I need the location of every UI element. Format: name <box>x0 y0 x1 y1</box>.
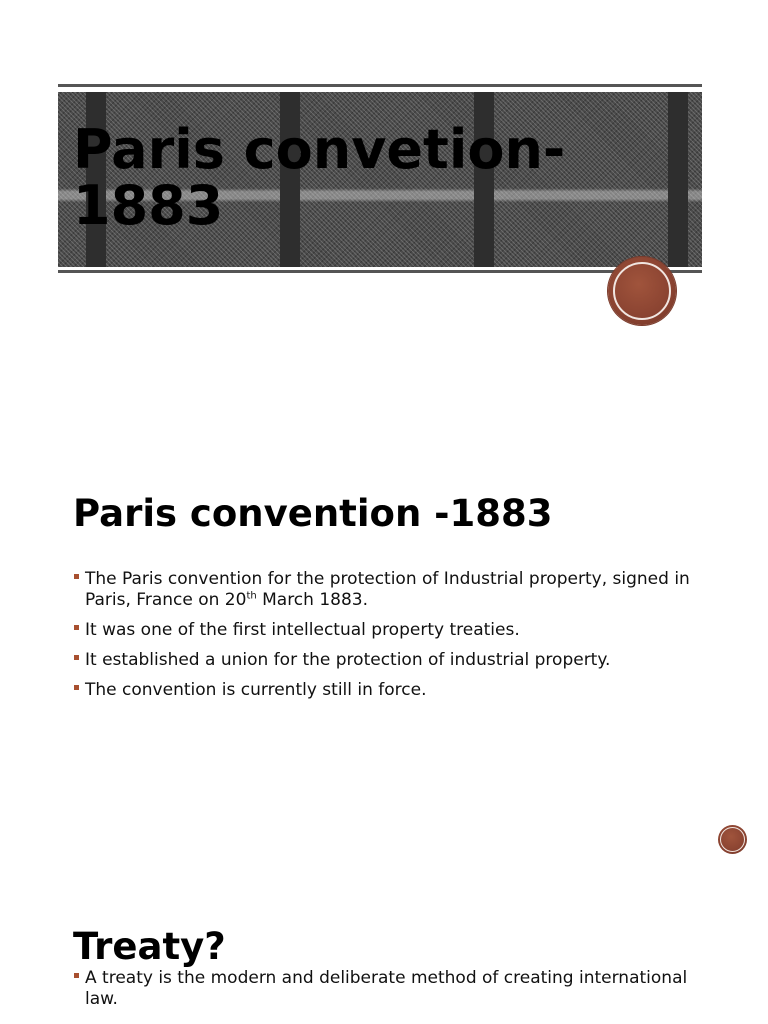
list-item-text: It established a union for the protection of industrial property. <box>85 650 611 670</box>
banner-top-line <box>58 84 702 87</box>
bullet-marker <box>74 574 79 579</box>
banner-bottom-line <box>58 270 702 273</box>
bullet-list <box>73 569 713 710</box>
list-item-text-tail: March 1883. <box>256 590 368 610</box>
list-item-text: It was one of the first intellectual property treaties. <box>85 620 520 640</box>
ordinal-suffix: th <box>246 590 257 602</box>
bullet-marker <box>74 625 79 630</box>
list-item <box>73 680 713 701</box>
list-item <box>73 968 713 1010</box>
section-heading: Treaty? <box>73 925 226 968</box>
copper-disc-icon <box>608 257 676 325</box>
list-item <box>73 569 713 611</box>
list-item <box>73 620 713 641</box>
list-item-text: A treaty is the modern and deliberate method of creating international law. <box>85 968 688 1009</box>
copper-disc-icon <box>718 825 747 854</box>
list-item-text: The Paris convention for the protection of Industrial property, signed in Paris, France on 20 <box>85 569 690 610</box>
bullet-marker <box>74 655 79 660</box>
slide-title: Paris convetion-1883 <box>73 118 566 237</box>
bullet-marker <box>74 685 79 690</box>
bullet-marker <box>74 973 79 978</box>
list-item-text: The convention is currently still in force. <box>85 680 427 700</box>
section-heading: Paris convention -1883 <box>73 492 553 535</box>
bullet-list <box>73 968 713 1019</box>
list-item <box>73 650 713 671</box>
